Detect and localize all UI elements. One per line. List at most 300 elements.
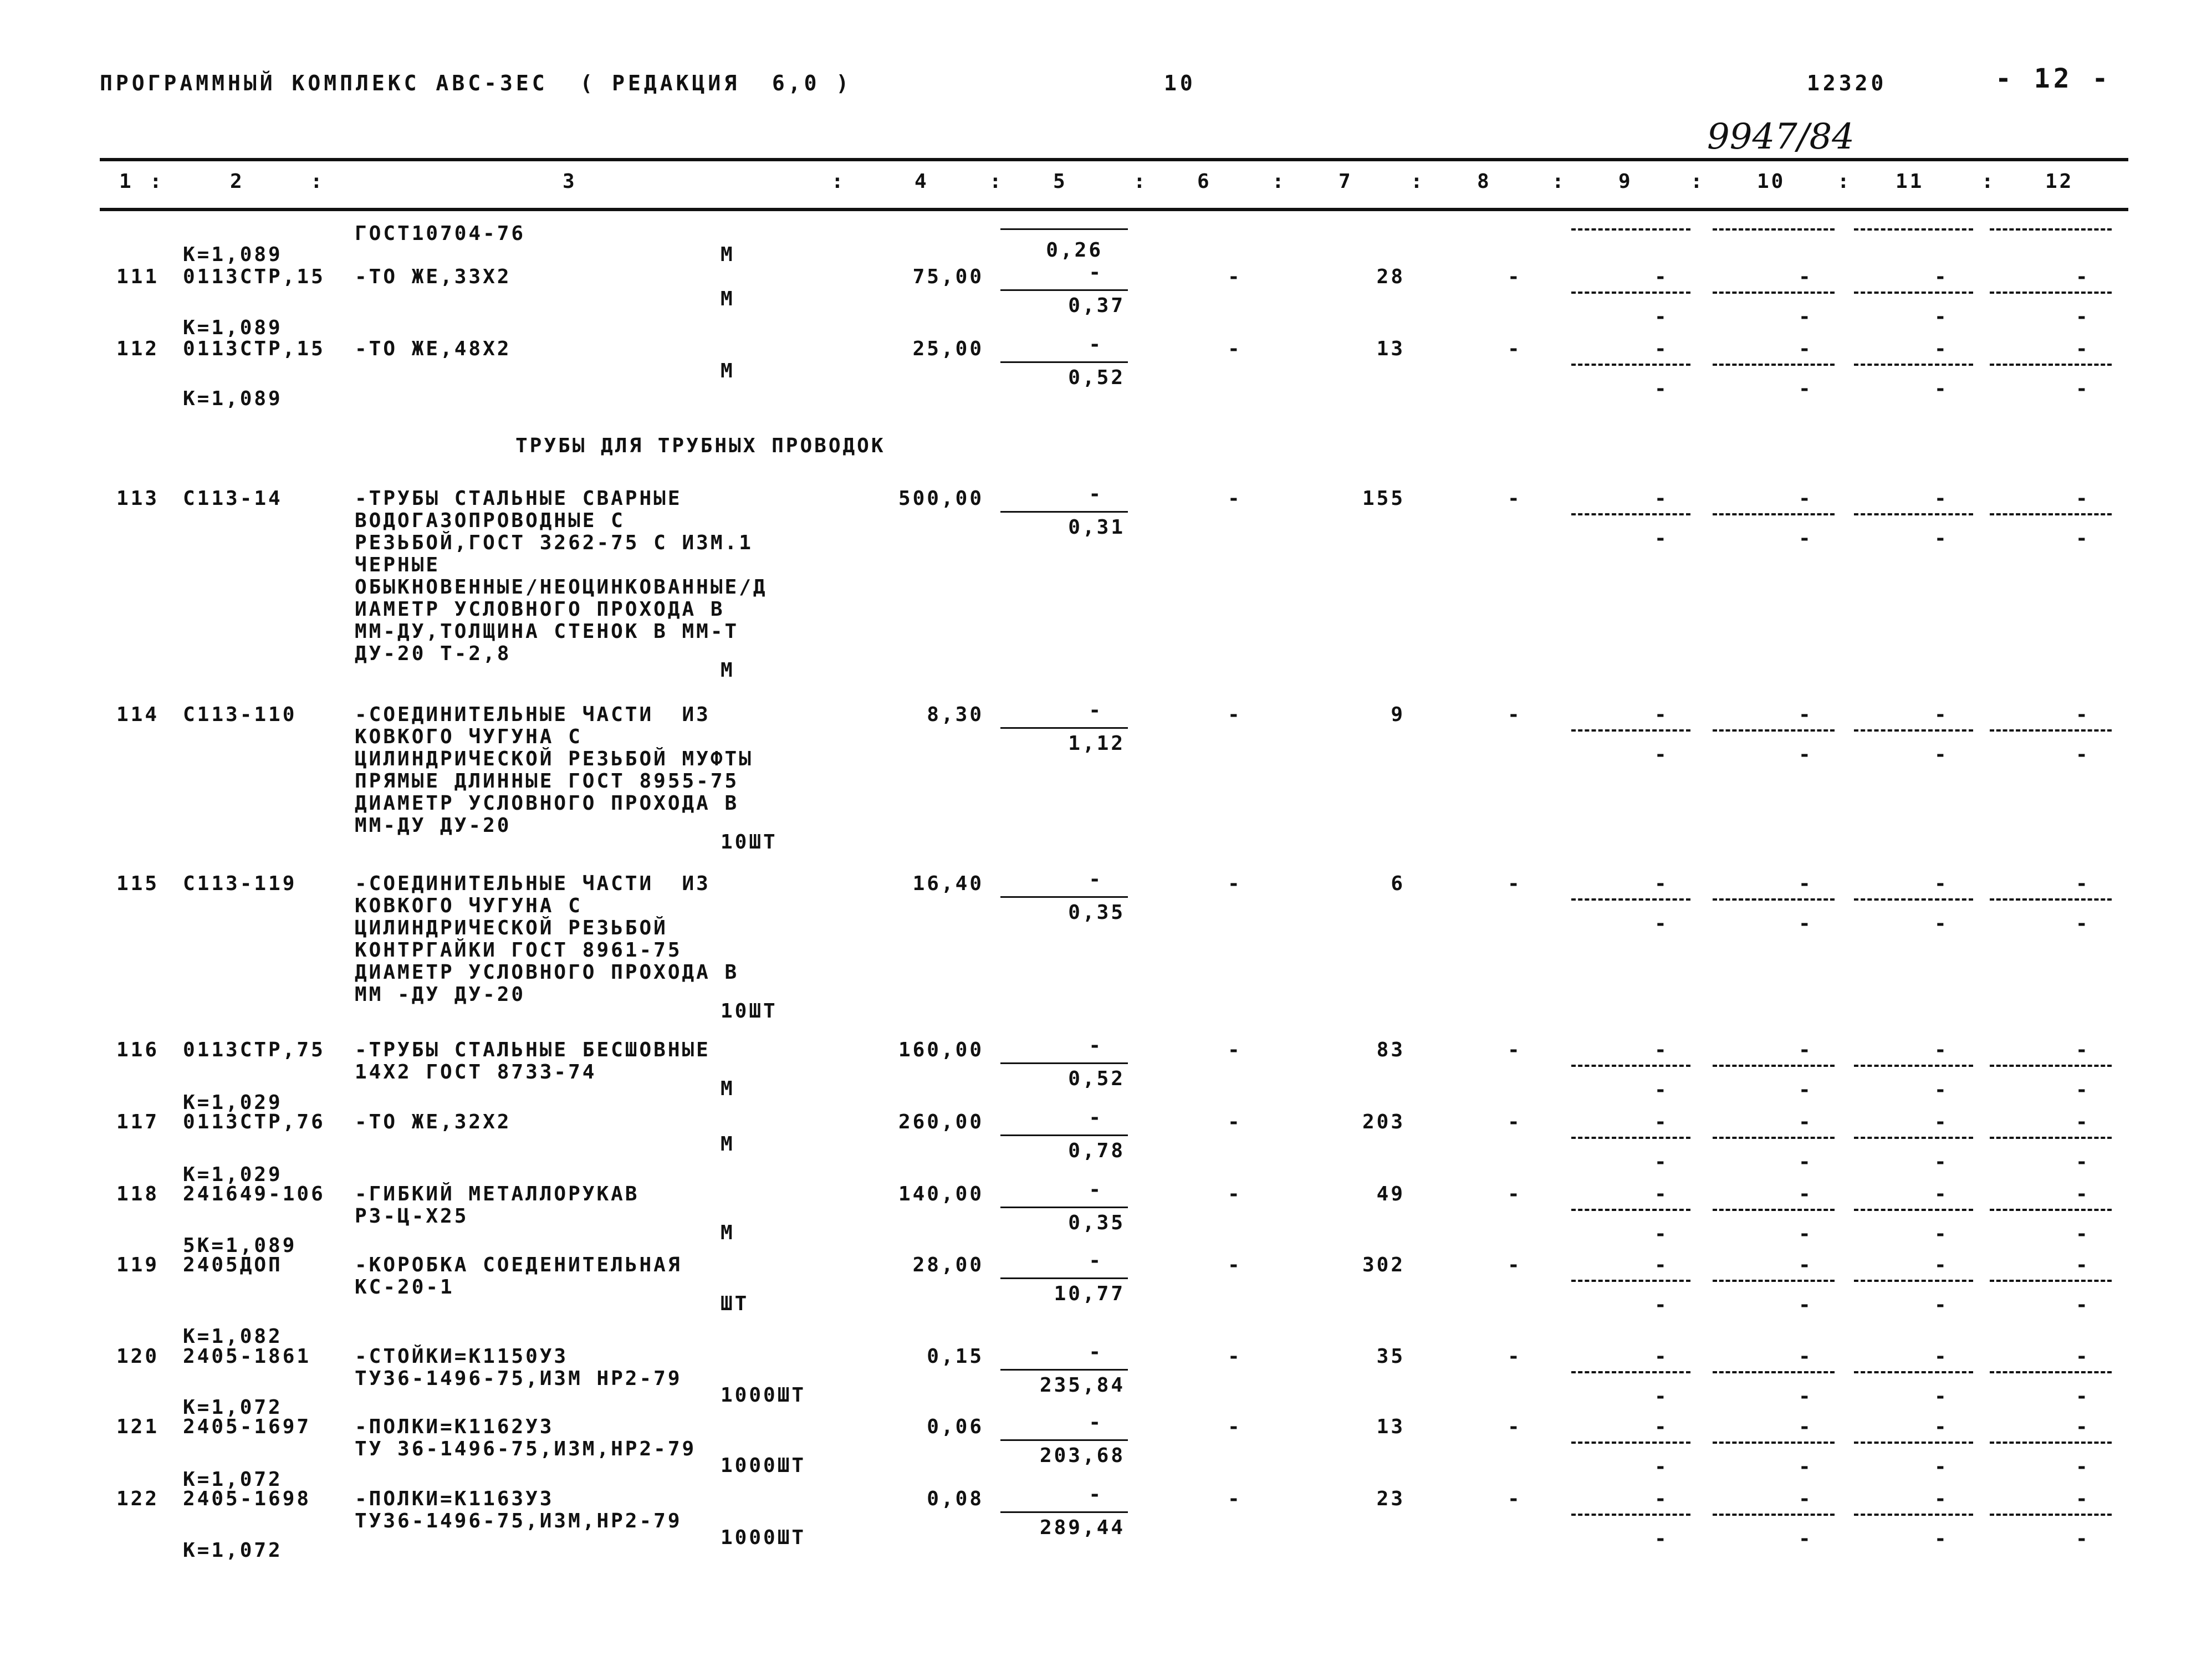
column-7-value: 9 xyxy=(1391,703,1405,726)
column-dashed-separator xyxy=(1571,1280,1690,1282)
column-5-fraction-rule xyxy=(1000,1134,1128,1136)
item-description-line: -ПОЛКИ=К1162У3 xyxy=(355,1415,554,1438)
column-header-8: 8 xyxy=(1477,170,1491,193)
item-code: 241649-106 xyxy=(183,1183,325,1205)
column-dashed-separator xyxy=(1713,1371,1835,1373)
column-5-top-value: - xyxy=(1089,699,1103,722)
empty-cell-mark: - xyxy=(2076,1385,2090,1408)
empty-cell-mark: - xyxy=(1799,1254,1813,1276)
item-description-line: -ПОЛКИ=К1163У3 xyxy=(355,1488,554,1510)
item-code: С113-14 xyxy=(183,487,283,510)
quantity: 140,00 xyxy=(898,1183,984,1205)
column-header-10: 10 xyxy=(1757,170,1786,193)
column-separator: : xyxy=(1837,170,1852,193)
empty-cell-mark: - xyxy=(1654,1527,1669,1550)
unit-of-measure: М xyxy=(721,659,735,682)
column-5-bottom-value: 0,31 xyxy=(1068,516,1125,539)
item-description-line: ОБЫКНОВЕННЫЕ/НЕОЦИНКОВАННЫЕ/Д xyxy=(355,576,768,599)
quantity: 0,15 xyxy=(927,1345,984,1368)
column-separator: : xyxy=(1981,170,1996,193)
empty-cell-mark: - xyxy=(1934,1527,1949,1550)
column-dashed-separator xyxy=(1854,1280,1973,1282)
item-description-line: -ТО ЖЕ,33Х2 xyxy=(355,265,512,288)
empty-cell-mark: - xyxy=(1654,1079,1669,1101)
row-number: 113 xyxy=(116,487,160,510)
unit-of-measure: 10ШТ xyxy=(721,1000,778,1023)
column-dashed-separator xyxy=(1854,1209,1973,1211)
empty-cell-mark: - xyxy=(1799,1111,1813,1133)
empty-cell-mark: - xyxy=(2076,1488,2090,1510)
column-dashed-separator xyxy=(1713,364,1835,366)
empty-cell-mark: - xyxy=(2076,1111,2090,1133)
item-description-line: ММ-ДУ ДУ-20 xyxy=(355,814,512,837)
column-dashed-separator xyxy=(1854,898,1973,901)
empty-cell-mark: - xyxy=(2076,1455,2090,1478)
column-5-top-value: - xyxy=(1089,483,1103,505)
column-header-5: 5 xyxy=(1053,170,1067,193)
empty-cell-mark: - xyxy=(1799,1294,1813,1316)
column-dashed-separator xyxy=(1571,729,1690,732)
empty-cell-mark: - xyxy=(2076,338,2090,360)
column-5-fraction-rule xyxy=(1000,727,1128,729)
header-document-code: 12320 xyxy=(1807,71,1887,95)
empty-cell-mark: - xyxy=(2076,703,2090,726)
empty-cell-mark: - xyxy=(1654,1254,1669,1276)
empty-cell-mark: - xyxy=(1654,1345,1669,1368)
empty-cell-mark: - xyxy=(1654,1294,1669,1316)
unit-of-measure: М xyxy=(721,1077,735,1100)
column-5-bottom-value: 0,37 xyxy=(1068,294,1125,317)
row-number: 114 xyxy=(116,703,160,726)
column-7-value: 23 xyxy=(1376,1488,1405,1510)
column-7-value: 28 xyxy=(1376,265,1405,288)
item-code: С113-110 xyxy=(183,703,297,726)
empty-cell-mark: - xyxy=(2076,912,2090,935)
item-code: К=1,072 xyxy=(183,1539,283,1562)
column-7-value: 6 xyxy=(1391,872,1405,895)
quantity: 500,00 xyxy=(898,487,984,510)
column-8-value: - xyxy=(1508,487,1522,510)
item-description-line: ММ -ДУ ДУ-20 xyxy=(355,983,526,1006)
unit-of-measure: 1000ШТ xyxy=(721,1526,806,1549)
column-6-value: - xyxy=(1228,1345,1242,1368)
item-code: 0113СТР,15 xyxy=(183,338,325,360)
header-center-number: 10 xyxy=(1164,71,1196,95)
unit-of-measure: М xyxy=(721,1133,735,1156)
empty-cell-mark: - xyxy=(1934,872,1949,895)
empty-cell-mark: - xyxy=(1799,1151,1813,1173)
column-5-fraction-rule xyxy=(1000,511,1128,513)
empty-cell-mark: - xyxy=(1934,265,1949,288)
row-number: 117 xyxy=(116,1111,160,1133)
column-5-top-value: - xyxy=(1089,333,1103,356)
column-5-top-value: - xyxy=(1089,1341,1103,1363)
unit-of-measure: М xyxy=(721,1221,735,1244)
column-dashed-separator xyxy=(1571,228,1690,231)
empty-cell-mark: - xyxy=(2076,872,2090,895)
column-dashed-separator xyxy=(1990,729,2112,732)
header-program-title: ПРОГРАММНЫЙ КОМПЛЕКС АВС-3ЕС ( РЕДАКЦИЯ 6,0 ) xyxy=(100,71,852,95)
column-header-11: 11 xyxy=(1896,170,1924,193)
empty-cell-mark: - xyxy=(1799,1455,1813,1478)
empty-cell-mark: - xyxy=(1934,1079,1949,1101)
empty-cell-mark: - xyxy=(1934,703,1949,726)
column-dashed-separator xyxy=(1571,1371,1690,1373)
column-8-value: - xyxy=(1508,872,1522,895)
column-5-top-value: - xyxy=(1089,261,1103,284)
empty-cell-mark: - xyxy=(1934,1488,1949,1510)
column-7-value: 155 xyxy=(1362,487,1405,510)
column-dashed-separator xyxy=(1990,513,2112,515)
row-number: 115 xyxy=(116,872,160,895)
item-description-line: -ТО ЖЕ,48Х2 xyxy=(355,338,512,360)
column-dashed-separator xyxy=(1990,364,2112,366)
column-dashed-separator xyxy=(1571,364,1690,366)
column-8-value: - xyxy=(1508,338,1522,360)
column-5-bottom-value: 1,12 xyxy=(1068,732,1125,755)
item-code: К=1,072 xyxy=(183,1396,283,1419)
empty-cell-mark: - xyxy=(1934,1455,1949,1478)
column-6-value: - xyxy=(1228,872,1242,895)
item-code: К=1,089 xyxy=(183,243,283,266)
empty-cell-mark: - xyxy=(1654,338,1669,360)
empty-cell-mark: - xyxy=(1934,1345,1949,1368)
item-description-line: ПРЯМЫЕ ДЛИННЫЕ ГОСТ 8955-75 xyxy=(355,770,739,793)
column-6-value: - xyxy=(1228,703,1242,726)
empty-cell-mark: - xyxy=(1799,1079,1813,1101)
empty-cell-mark: - xyxy=(1799,912,1813,935)
empty-cell-mark: - xyxy=(2076,743,2090,766)
empty-cell-mark: - xyxy=(2076,1223,2090,1245)
empty-cell-mark: - xyxy=(1934,912,1949,935)
column-header-9: 9 xyxy=(1618,170,1633,193)
empty-cell-mark: - xyxy=(1654,1111,1669,1133)
empty-cell-mark: - xyxy=(1799,1527,1813,1550)
column-dashed-separator xyxy=(1990,1065,2112,1067)
empty-cell-mark: - xyxy=(1934,1223,1949,1245)
item-description-line: ДУ-20 Т-2,8 xyxy=(355,642,512,665)
item-code: 0113СТР,76 xyxy=(183,1111,325,1133)
column-5-top-value: - xyxy=(1089,1411,1103,1434)
column-dashed-separator xyxy=(1571,1209,1690,1211)
column-5-top-value: - xyxy=(1089,1178,1103,1201)
column-8-value: - xyxy=(1508,265,1522,288)
row-number: 116 xyxy=(116,1039,160,1061)
unit-of-measure: М xyxy=(721,243,735,266)
column-dashed-separator xyxy=(1990,292,2112,294)
column-5-fraction-rule xyxy=(1000,896,1128,898)
column-header-1: 1 xyxy=(119,170,134,193)
item-description-line: КОВКОГО ЧУГУНА С xyxy=(355,725,583,748)
column-dashed-separator xyxy=(1713,898,1835,901)
item-description-line: РЕЗЬБОЙ,ГОСТ 3262-75 С ИЗМ.1 xyxy=(355,531,753,554)
empty-cell-mark: - xyxy=(1799,265,1813,288)
column-separator: : xyxy=(831,170,846,193)
column-6-value: - xyxy=(1228,1111,1242,1133)
column-separator: : xyxy=(1411,170,1425,193)
column-header-2: 2 xyxy=(230,170,244,193)
empty-cell-mark: - xyxy=(2076,1345,2090,1368)
item-description-line: ТУ 36-1496-75,ИЗМ,НР2-79 xyxy=(355,1438,697,1460)
column-5-bottom-value: 203,68 xyxy=(1039,1444,1125,1467)
column-8-value: - xyxy=(1508,1488,1522,1510)
table-header-bottom-rule xyxy=(100,208,2128,211)
column-8-value: - xyxy=(1508,703,1522,726)
column-dashed-separator xyxy=(1713,228,1835,231)
column-dashed-separator xyxy=(1990,1137,2112,1139)
column-separator: : xyxy=(150,170,164,193)
column-dashed-separator xyxy=(1854,513,1973,515)
column-dashed-separator xyxy=(1990,1280,2112,1282)
empty-cell-mark: - xyxy=(1654,1488,1669,1510)
item-description-line: ЦИЛИНДРИЧЕСКОЙ РЕЗЬБОЙ МУФТЫ xyxy=(355,748,753,770)
empty-cell-mark: - xyxy=(2076,305,2090,328)
item-description-line: -ТО ЖЕ,32Х2 xyxy=(355,1111,512,1133)
empty-cell-mark: - xyxy=(1654,1385,1669,1408)
column-8-value: - xyxy=(1508,1039,1522,1061)
column-7-value: 13 xyxy=(1376,338,1405,360)
item-description-line: ТУ36-1496-75,ИЗМ НР2-79 xyxy=(355,1367,682,1390)
item-description-line: ДИАМЕТР УСЛОВНОГО ПРОХОДА В xyxy=(355,792,739,815)
empty-cell-mark: - xyxy=(1799,872,1813,895)
column-dashed-separator xyxy=(1990,1442,2112,1444)
item-code: К=1,072 xyxy=(183,1468,283,1491)
empty-cell-mark: - xyxy=(2076,1294,2090,1316)
empty-cell-mark: - xyxy=(1654,265,1669,288)
column-6-value: - xyxy=(1228,1039,1242,1061)
column-5-fraction-rule xyxy=(1000,1511,1128,1513)
table-top-rule xyxy=(100,158,2128,161)
column-5-bottom-value: 0,78 xyxy=(1068,1139,1125,1162)
column-dashed-separator xyxy=(1713,1442,1835,1444)
column-dashed-separator xyxy=(1713,1209,1835,1211)
empty-cell-mark: - xyxy=(1799,338,1813,360)
row-number: 121 xyxy=(116,1415,160,1438)
empty-cell-mark: - xyxy=(2076,1183,2090,1205)
item-description-line: -СОЕДИНИТЕЛЬНЫЕ ЧАСТИ ИЗ xyxy=(355,872,711,895)
item-description-line: ДИАМЕТР УСЛОВНОГО ПРОХОДА В xyxy=(355,961,739,984)
item-description-line: -ТРУБЫ СТАЛЬНЫЕ БЕСШОВНЫЕ xyxy=(355,1039,711,1061)
empty-cell-mark: - xyxy=(1934,527,1949,550)
column-5-fraction-rule xyxy=(1000,361,1128,363)
empty-cell-mark: - xyxy=(2076,1527,2090,1550)
quantity: 28,00 xyxy=(912,1254,984,1276)
unit-of-measure: ШТ xyxy=(721,1292,749,1315)
column-7-value: 302 xyxy=(1362,1254,1405,1276)
empty-cell-mark: - xyxy=(2076,377,2090,400)
quantity: 16,40 xyxy=(912,872,984,895)
column-dashed-separator xyxy=(1854,1137,1973,1139)
column-8-value: - xyxy=(1508,1415,1522,1438)
empty-cell-mark: - xyxy=(1934,1294,1949,1316)
column-5-fraction-rule xyxy=(1000,1439,1128,1441)
item-description-line: ТУ36-1496-75,ИЗМ,НР2-79 xyxy=(355,1510,682,1532)
item-code: 5К=1,089 xyxy=(183,1234,297,1257)
column-dashed-separator xyxy=(1854,1514,1973,1516)
row-number: 112 xyxy=(116,338,160,360)
column-dashed-separator xyxy=(1990,1209,2112,1211)
column-5-bottom-value: 10,77 xyxy=(1054,1282,1125,1305)
column-header-7: 7 xyxy=(1339,170,1353,193)
empty-cell-mark: - xyxy=(1799,1183,1813,1205)
column-dashed-separator xyxy=(1854,1371,1973,1373)
row-number: 118 xyxy=(116,1183,160,1205)
empty-cell-mark: - xyxy=(1799,1385,1813,1408)
item-code: С113-119 xyxy=(183,872,297,895)
column-6-value: - xyxy=(1228,338,1242,360)
column-5-bottom-value: 0,35 xyxy=(1068,1212,1125,1234)
unit-of-measure: М xyxy=(721,360,735,382)
empty-cell-mark: - xyxy=(1654,743,1669,766)
handwritten-annotation: 9947/84 xyxy=(1707,116,1855,157)
column-6-value: - xyxy=(1228,1415,1242,1438)
column-8-value: - xyxy=(1508,1183,1522,1205)
empty-cell-mark: - xyxy=(2076,265,2090,288)
column-5-top-value: - xyxy=(1089,1249,1103,1272)
item-description-line: -ТРУБЫ СТАЛЬНЫЕ СВАРНЫЕ xyxy=(355,487,682,510)
empty-cell-mark: - xyxy=(1934,743,1949,766)
item-code: К=1,082 xyxy=(183,1325,283,1348)
empty-cell-mark: - xyxy=(1654,1183,1669,1205)
empty-cell-mark: - xyxy=(2076,1039,2090,1061)
item-code: К=1,089 xyxy=(183,387,283,410)
empty-cell-mark: - xyxy=(1799,1223,1813,1245)
item-description-line: -КОРОБКА СОЕДЕНИТЕЛЬНАЯ xyxy=(355,1254,682,1276)
column-dashed-separator xyxy=(1571,292,1690,294)
column-5-top-value: 0,26 xyxy=(1046,239,1103,262)
column-separator: : xyxy=(1133,170,1148,193)
empty-cell-mark: - xyxy=(2076,1415,2090,1438)
column-dashed-separator xyxy=(1854,228,1973,231)
empty-cell-mark: - xyxy=(1654,527,1669,550)
column-5-top-value: - xyxy=(1089,1106,1103,1129)
column-5-fraction-rule xyxy=(1000,289,1128,291)
unit-of-measure: 10ШТ xyxy=(721,831,778,853)
item-description-line: КС-20-1 xyxy=(355,1276,454,1299)
empty-cell-mark: - xyxy=(1799,377,1813,400)
empty-cell-mark: - xyxy=(1934,338,1949,360)
empty-cell-mark: - xyxy=(1799,1415,1813,1438)
empty-cell-mark: - xyxy=(1654,487,1669,510)
item-code: 0113СТР,75 xyxy=(183,1039,325,1061)
column-7-value: 203 xyxy=(1362,1111,1405,1133)
column-5-top-value: - xyxy=(1089,1034,1103,1057)
empty-cell-mark: - xyxy=(1799,1488,1813,1510)
item-description-line: ММ-ДУ,ТОЛЩИНА СТЕНОК В ММ-Т xyxy=(355,620,739,643)
empty-cell-mark: - xyxy=(1654,1039,1669,1061)
quantity: 8,30 xyxy=(927,703,984,726)
column-6-value: - xyxy=(1228,1183,1242,1205)
column-8-value: - xyxy=(1508,1254,1522,1276)
column-dashed-separator xyxy=(1854,729,1973,732)
item-description-line: -СОЕДИНИТЕЛЬНЫЕ ЧАСТИ ИЗ xyxy=(355,703,711,726)
column-dashed-separator xyxy=(1990,1514,2112,1516)
item-description-line: ГОСТ10704-76 xyxy=(355,222,526,245)
empty-cell-mark: - xyxy=(1654,305,1669,328)
empty-cell-mark: - xyxy=(1934,1039,1949,1061)
quantity: 25,00 xyxy=(912,338,984,360)
column-dashed-separator xyxy=(1571,513,1690,515)
column-6-value: - xyxy=(1228,265,1242,288)
column-6-value: - xyxy=(1228,1254,1242,1276)
column-dashed-separator xyxy=(1713,1065,1835,1067)
column-separator: : xyxy=(1272,170,1286,193)
item-description-line: ИАМЕТР УСЛОВНОГО ПРОХОДА В xyxy=(355,598,725,621)
empty-cell-mark: - xyxy=(1654,1455,1669,1478)
column-header-4: 4 xyxy=(915,170,929,193)
row-number: 111 xyxy=(116,265,160,288)
row-number: 122 xyxy=(116,1488,160,1510)
column-separator: : xyxy=(1552,170,1566,193)
empty-cell-mark: - xyxy=(1934,1385,1949,1408)
empty-cell-mark: - xyxy=(2076,527,2090,550)
empty-cell-mark: - xyxy=(1934,1111,1949,1133)
column-5-bottom-value: 289,44 xyxy=(1039,1516,1125,1539)
item-code: 2405-1698 xyxy=(183,1488,311,1510)
column-5-fraction-rule xyxy=(1000,228,1128,230)
column-dashed-separator xyxy=(1854,292,1973,294)
column-separator: : xyxy=(1690,170,1705,193)
column-5-fraction-rule xyxy=(1000,1207,1128,1208)
empty-cell-mark: - xyxy=(1799,1039,1813,1061)
empty-cell-mark: - xyxy=(1654,1223,1669,1245)
column-header-6: 6 xyxy=(1197,170,1212,193)
item-code: 2405-1697 xyxy=(183,1415,311,1438)
empty-cell-mark: - xyxy=(2076,1079,2090,1101)
empty-cell-mark: - xyxy=(1934,1254,1949,1276)
column-dashed-separator xyxy=(1571,1137,1690,1139)
item-code: К=1,089 xyxy=(183,316,283,339)
column-5-fraction-rule xyxy=(1000,1369,1128,1371)
column-dashed-separator xyxy=(1571,898,1690,901)
item-description-line: КОВКОГО ЧУГУНА С xyxy=(355,895,583,917)
empty-cell-mark: - xyxy=(1799,1345,1813,1368)
column-dashed-separator xyxy=(1990,898,2112,901)
empty-cell-mark: - xyxy=(2076,487,2090,510)
section-title: ТРУБЫ ДЛЯ ТРУБНЫХ ПРОВОДОК xyxy=(515,435,886,457)
row-number: 120 xyxy=(116,1345,160,1368)
column-dashed-separator xyxy=(1854,1065,1973,1067)
column-dashed-separator xyxy=(1713,729,1835,732)
empty-cell-mark: - xyxy=(2076,1254,2090,1276)
empty-cell-mark: - xyxy=(1799,743,1813,766)
empty-cell-mark: - xyxy=(1654,872,1669,895)
unit-of-measure: М xyxy=(721,288,735,310)
empty-cell-mark: - xyxy=(1934,1415,1949,1438)
quantity: 0,06 xyxy=(927,1415,984,1438)
quantity: 260,00 xyxy=(898,1111,984,1133)
column-8-value: - xyxy=(1508,1111,1522,1133)
empty-cell-mark: - xyxy=(1934,1151,1949,1173)
column-6-value: - xyxy=(1228,487,1242,510)
item-description-line: ЧЕРНЫЕ xyxy=(355,554,441,576)
column-separator: : xyxy=(989,170,1004,193)
item-code: К=1,029 xyxy=(183,1091,283,1114)
row-number: 119 xyxy=(116,1254,160,1276)
quantity: 160,00 xyxy=(898,1039,984,1061)
column-dashed-separator xyxy=(1990,1371,2112,1373)
column-header-3: 3 xyxy=(563,170,577,193)
empty-cell-mark: - xyxy=(1654,377,1669,400)
item-code: 0113СТР,15 xyxy=(183,265,325,288)
empty-cell-mark: - xyxy=(1654,1151,1669,1173)
column-header-12: 12 xyxy=(2045,170,2074,193)
item-description-line: ВОДОГАЗОПРОВОДНЫЕ С xyxy=(355,509,625,532)
item-description-line: Р3-Ц-Х25 xyxy=(355,1205,469,1228)
empty-cell-mark: - xyxy=(1654,912,1669,935)
unit-of-measure: 1000ШТ xyxy=(721,1384,806,1407)
column-5-top-value: - xyxy=(1089,1483,1103,1506)
